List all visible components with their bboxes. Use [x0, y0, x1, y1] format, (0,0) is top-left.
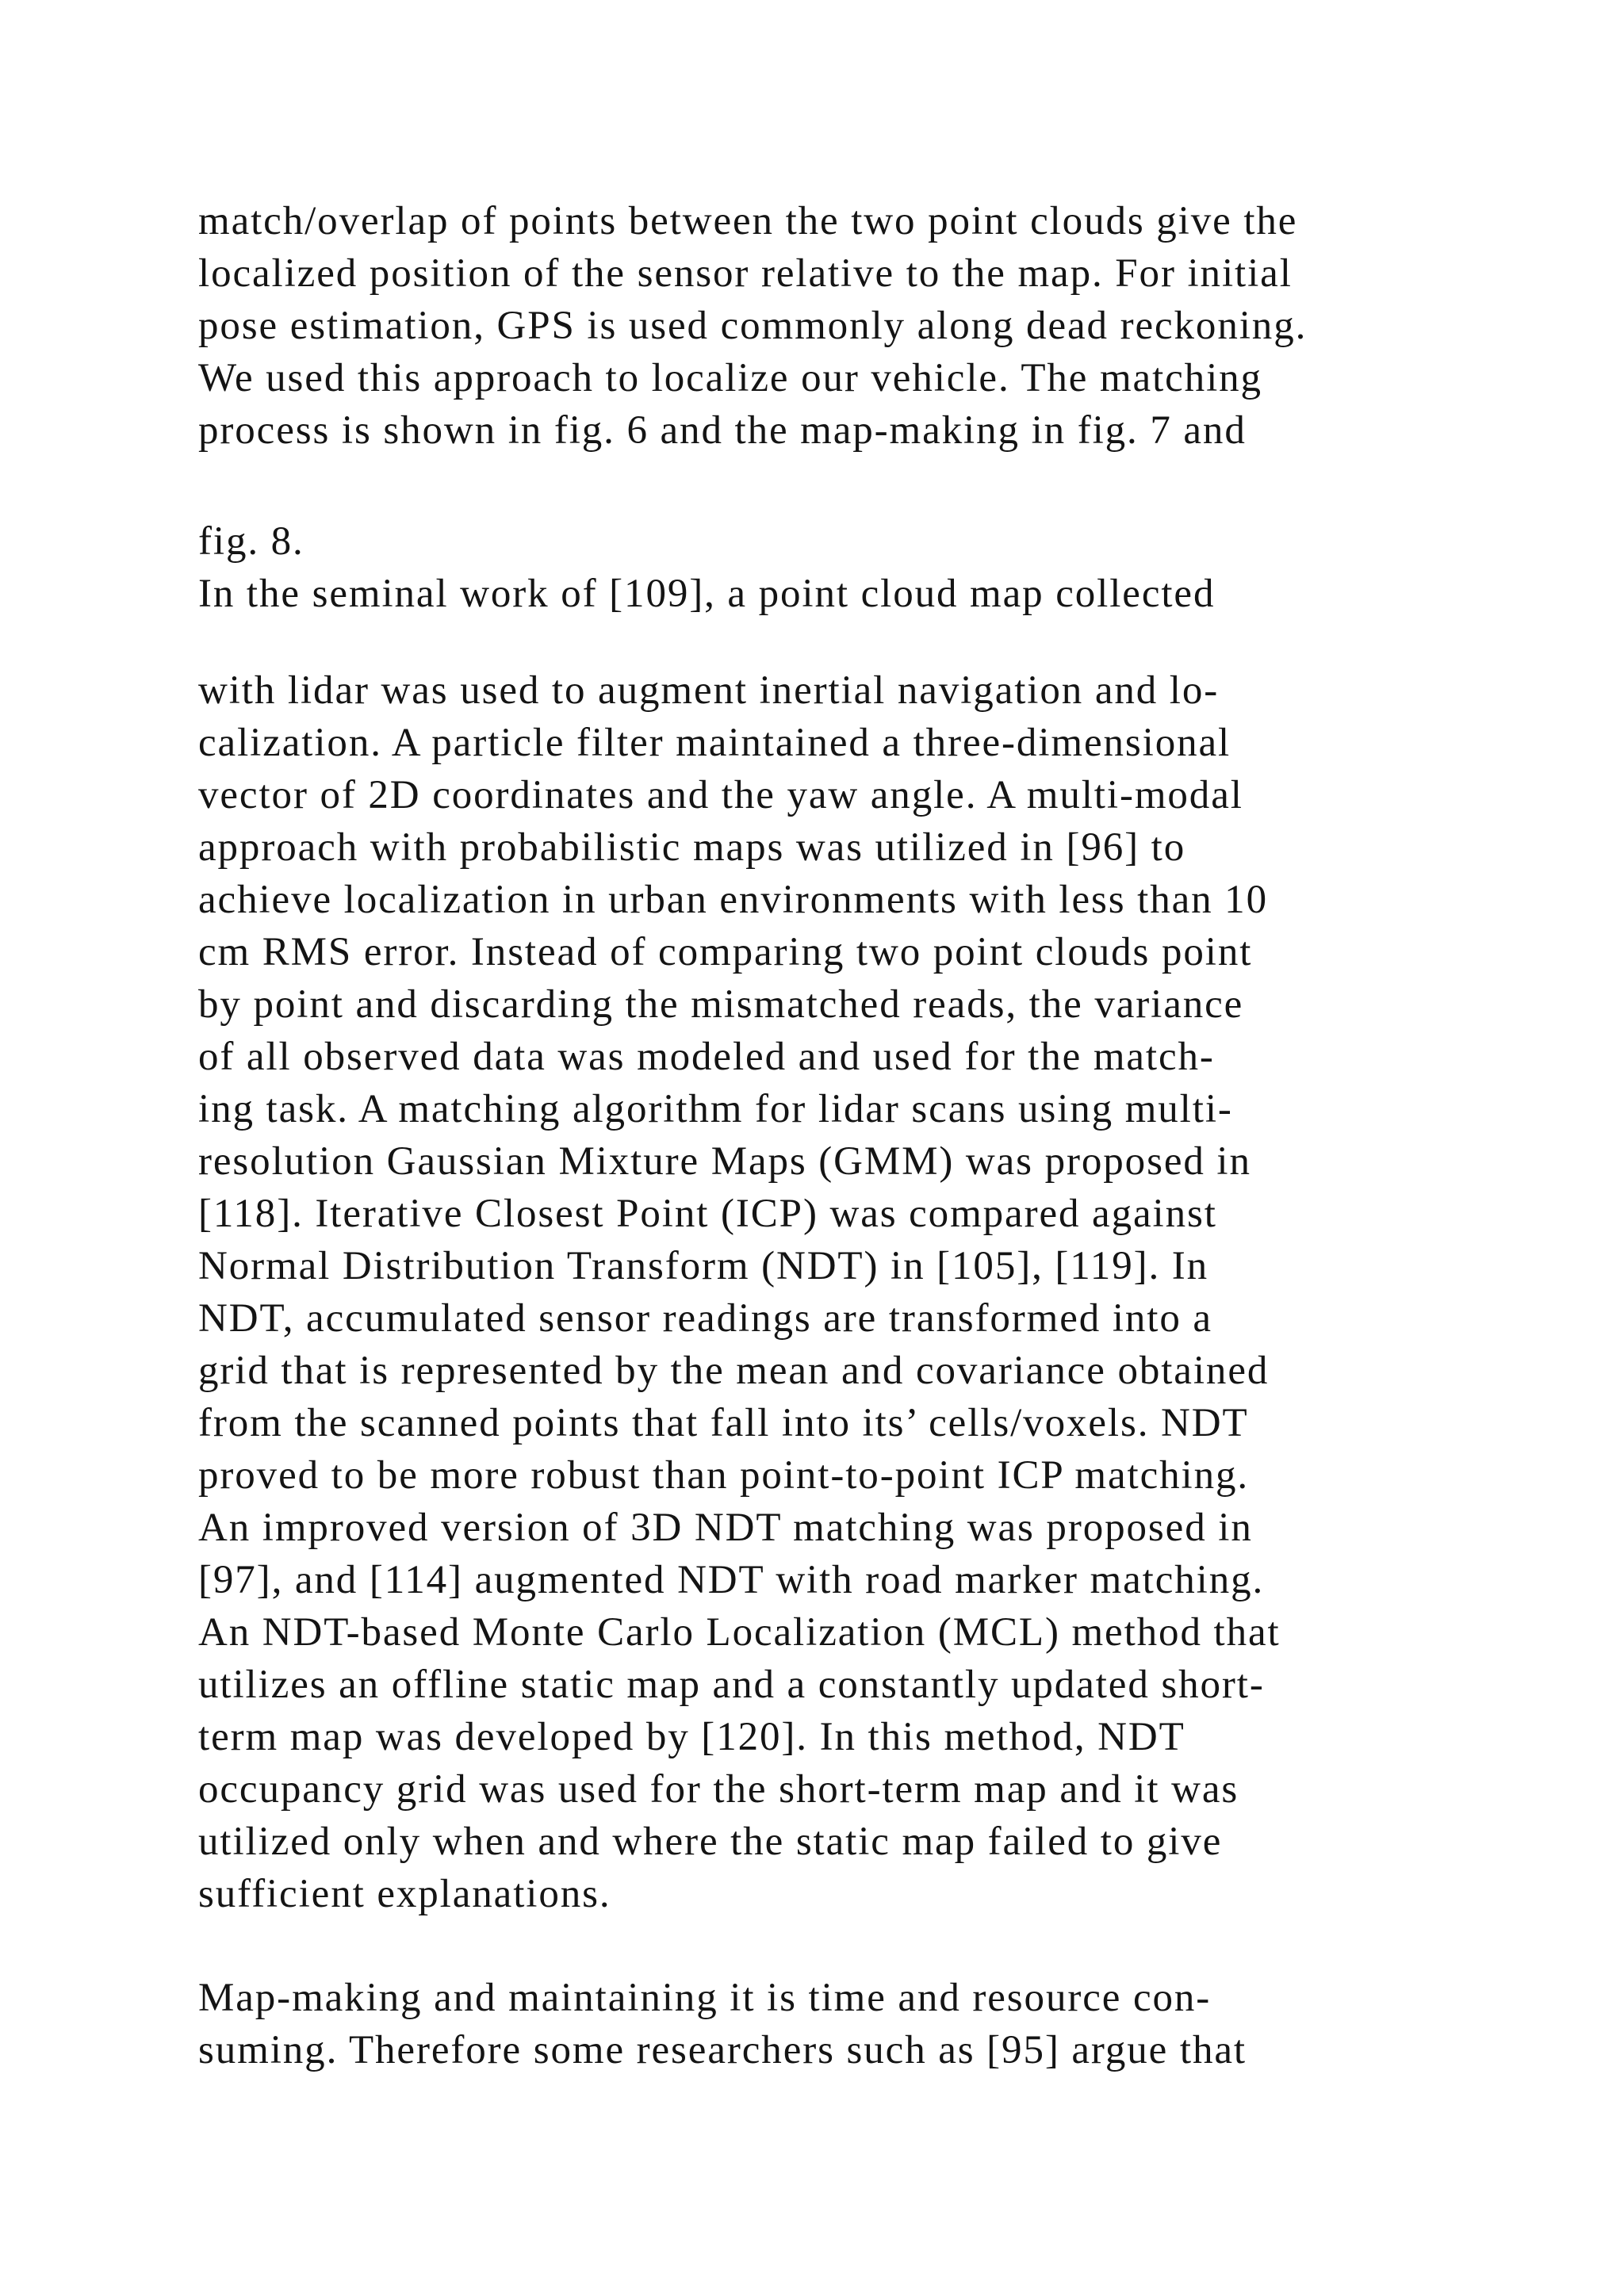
text-line: of all observed data was modeled and used for the match- [198, 1035, 1215, 1079]
paragraph-block-1 [198, 195, 1435, 457]
text-line: An NDT-based Monte Carlo Localization (MCL) method that [198, 1610, 1281, 1655]
text-line: from the scanned points that fall into its’ cells/voxels. NDT [198, 1401, 1249, 1445]
text-line: Normal Distribution Transform (NDT) in [105], [119]. In [198, 1244, 1209, 1288]
text-line: [97], and [114] augmented NDT with road marker matching. [198, 1558, 1265, 1602]
text-line: ing task. A matching algorithm for lidar scans using multi- [198, 1087, 1233, 1131]
text-line: utilized only when and where the static map failed to give [198, 1820, 1223, 1864]
text-line: occupancy grid was used for the short-term map and it was [198, 1767, 1239, 1812]
text-line: vector of 2D coordinates and the yaw angle. A multi-modal [198, 773, 1243, 817]
text-line: [118]. Iterative Closest Point (ICP) was compared against [198, 1192, 1217, 1236]
text-line: pose estimation, GPS is used commonly along dead reckoning. [198, 304, 1308, 348]
text-line: grid that is represented by the mean and covariance obtained [198, 1349, 1270, 1393]
text-line: with lidar was used to augment inertial navigation and lo- [198, 668, 1220, 713]
text-line: fig. 8. [198, 519, 304, 564]
text-line: achieve localization in urban environments with less than 10 [198, 878, 1268, 922]
text-line: suming. Therefore some researchers such as [95] argue that [198, 2028, 1247, 2072]
text-line: utilizes an offline static map and a constantly updated short- [198, 1663, 1265, 1707]
text-line: cm RMS error. Instead of comparing two point clouds point [198, 930, 1253, 974]
paragraph-block-2 [198, 515, 1435, 620]
text-line: localized position of the sensor relative to the map. For initial [198, 251, 1293, 296]
paragraph-block-3 [198, 664, 1435, 1920]
text-line: Map-making and maintaining it is time and resource con- [198, 1976, 1212, 2020]
text-line: process is shown in fig. 6 and the map-making in fig. 7 and [198, 408, 1247, 453]
text-line: match/overlap of points between the two point clouds give the [198, 199, 1298, 243]
text-line: proved to be more robust than point-to-point ICP matching. [198, 1453, 1250, 1498]
text-line: approach with probabilistic maps was utilized in [96] to [198, 825, 1186, 870]
paragraph-block-4 [198, 1972, 1435, 2076]
text-line: resolution Gaussian Mixture Maps (GMM) was proposed in [198, 1139, 1251, 1184]
text-line: An improved version of 3D NDT matching was proposed in [198, 1506, 1253, 1550]
text-line: sufficient explanations. [198, 1872, 611, 1916]
text-line: In the seminal work of [109], a point cloud map collected [198, 572, 1216, 616]
text-line: calization. A particle filter maintained a three-dimensional [198, 721, 1231, 765]
text-line: We used this approach to localize our vehicle. The matching [198, 356, 1262, 400]
text-line: by point and discarding the mismatched reads, the variance [198, 982, 1244, 1027]
text-line: NDT, accumulated sensor readings are transformed into a [198, 1296, 1212, 1341]
text-line: term map was developed by [120]. In this method, NDT [198, 1715, 1185, 1759]
